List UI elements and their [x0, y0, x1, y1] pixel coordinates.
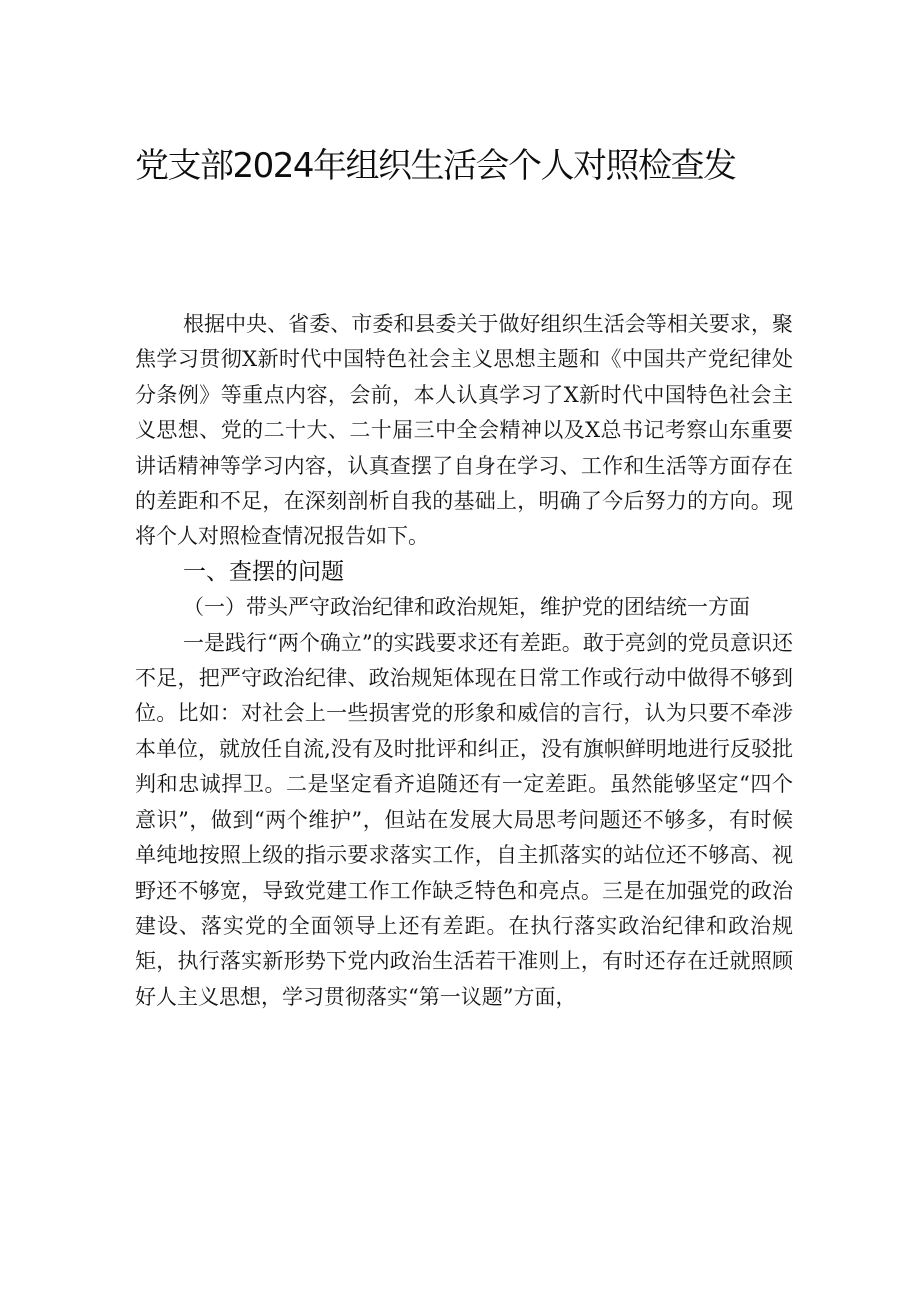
- intro-paragraph: 根据中央、省委、市委和县委关于做好组织生活会等相关要求，聚焦学习贯彻X新时代中国特色社会主义思想主题和《中国共产党纪律处分条例》等重点内容，会前，本人认真学习了X新时代中国特色社会主义思想、党的二十大、二十届三中全会精神以及X总书记考察山东重要讲话精神等学习内容，认真查摆了自身在学习、工作和生活等方面存在的差距和不足，在深刻剖析自我的基础上，明确了今后努力的方向。现将个人对照检查情况报告如下。: [135, 312, 793, 549]
- document-body: [135, 307, 793, 1015]
- subsection-heading-political-discipline: （一）带头严守政治纪律和政治规矩，维护党的团结统一方面: [183, 595, 750, 620]
- section-heading-problems: 一、查摆的问题: [183, 558, 344, 585]
- document-title: 党支部2024年组织生活会个人对照检查发: [135, 146, 736, 186]
- subsection-body-paragraph: 一是践行“两个确立”的实践要求还有差距。敢于亮剑的党员意识还不足，把严守政治纪律、政治规矩体现在日常工作或行动中做得不够到位。比如：对社会上一些损害党的形象和威信的言行，认为只要不牵涉本单位，就放任自流,没有及时批评和纠正，没有旗帜鲜明地进行反驳批判和忠诚捍卫。二是坚定看齐追随还有一定差距。虽然能够坚定“四个意识”，做到“两个维护”，但站在发展大局思考问题还不够多，有时候单纯地按照上级的指示要求落实工作，自主抓落实的站位还不够高、视野还不够宽，导致党建工作工作缺乏特色和亮点。三是在加强党的政治建设、落实党的全面领导上还有差距。在执行落实政治纪律和政治规矩，执行落实新形势下党内政治生活若干准则上，有时还存在迁就照顾好人主义思想，学习贯彻落实“第一议题”方面，: [135, 630, 793, 1009]
